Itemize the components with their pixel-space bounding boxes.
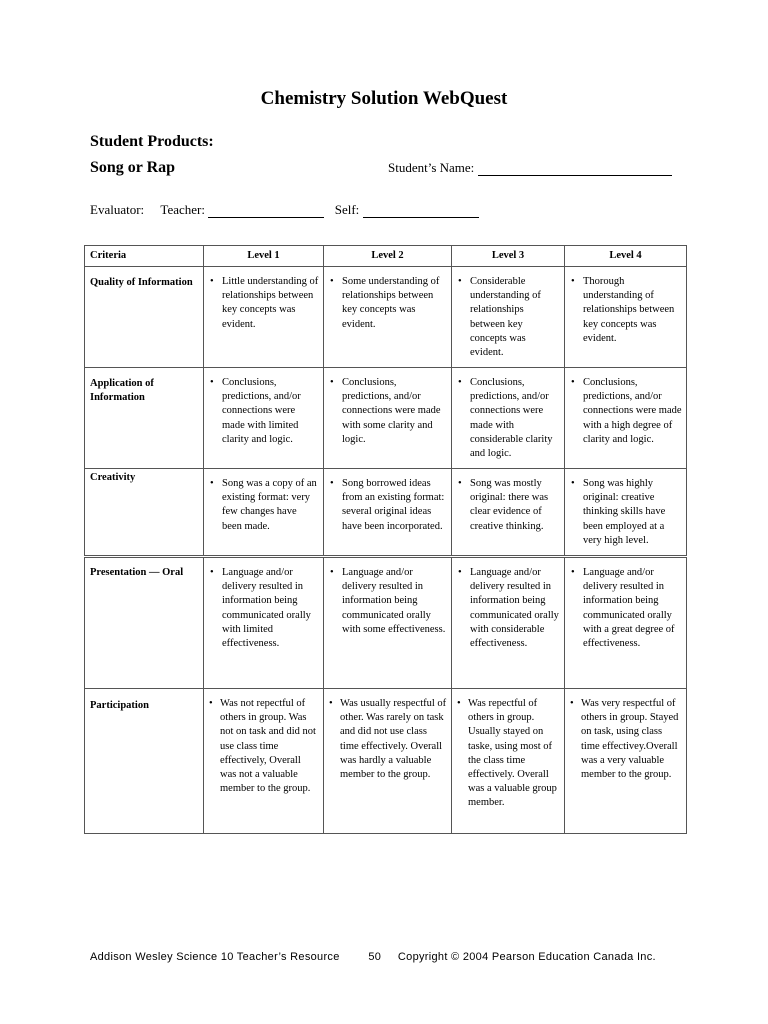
level-cell — [324, 267, 452, 368]
level-text: • Conclusions, predictions, and/or connections were made with a high degree of clarity and logic. — [569, 376, 682, 447]
level-cell — [565, 267, 687, 368]
level-cell — [452, 469, 565, 557]
student-name-field — [388, 160, 672, 176]
level-cell — [452, 557, 565, 689]
level-cell — [324, 368, 452, 469]
page-title: Chemistry Solution WebQuest — [260, 88, 508, 109]
level-text: • Some understanding of relationships between key concepts was evident. — [328, 275, 447, 332]
level-cell — [452, 689, 565, 834]
level-text: • Song was a copy of an existing format: very few changes have been made. — [208, 477, 319, 534]
level-text: • Was very respectful of others in group. Stayed on task, using class time effectivey.Overall was a very valuable member to the group. — [569, 697, 682, 782]
header-criteria: Criteria — [85, 246, 204, 267]
table-row — [85, 267, 687, 368]
level-text: • Language and/or delivery resulted in information being communicated orally with some effectiveness. — [328, 566, 447, 637]
self-blank[interactable] — [363, 205, 479, 218]
student-products-label: Student Products: — [90, 133, 214, 150]
level-cell — [204, 267, 324, 368]
criterion-cell: Application of Information — [85, 368, 204, 469]
table-row — [85, 469, 687, 557]
level-cell — [452, 267, 565, 368]
level-cell — [204, 557, 324, 689]
level-text: • Language and/or delivery resulted in information being communicated orally with considerable effectiveness. — [456, 566, 560, 651]
level-text: • Song was highly original: creative thinking skills have been employed at a very high level. — [569, 477, 682, 548]
teacher-label: Teacher: — [160, 202, 205, 217]
product-name: Song or Rap — [90, 159, 176, 176]
level-text: • Considerable understanding of relationships between key concepts was evident. — [456, 275, 560, 360]
level-cell — [324, 469, 452, 557]
level-cell — [324, 557, 452, 689]
level-cell — [565, 469, 687, 557]
level-cell — [452, 368, 565, 469]
header-level-2: Level 2 — [324, 246, 452, 267]
level-cell — [565, 689, 687, 834]
level-text: • Language and/or delivery resulted in information being communicated orally with limited effectiveness. — [208, 566, 319, 651]
table-header-row — [85, 246, 687, 267]
student-name-blank[interactable] — [478, 163, 672, 176]
criterion-cell: Participation — [85, 689, 204, 834]
level-text: • Conclusions, predictions, and/or connections were made with limited clarity and logic. — [208, 376, 319, 447]
level-text: • Little understanding of relationships between key concepts was evident. — [208, 275, 319, 332]
criterion-cell: Quality of Information — [85, 267, 204, 368]
footer-source: Addison Wesley Science 10 Teacher’s Resource — [90, 951, 340, 963]
evaluator-row — [90, 202, 479, 218]
footer-page-number: 50 — [368, 951, 382, 963]
header-level-4: Level 4 — [565, 246, 687, 267]
level-text: • Language and/or delivery resulted in information being communicated orally with a great degree of effectiveness. — [569, 566, 682, 651]
student-name-label: Student’s Name: — [388, 160, 475, 175]
level-text: • Conclusions, predictions, and/or connections were made with considerable clarity and logic. — [456, 376, 560, 461]
criterion-cell: Presentation — Oral — [85, 557, 204, 689]
level-text: • Thorough understanding of relationships between key concepts was evident. — [569, 275, 682, 346]
level-text: • Was usually respectful of other. Was rarely on task and did not use class time effectively. Overall was hardly a valuable member to the group. — [328, 697, 447, 782]
level-cell — [324, 689, 452, 834]
rubric-table — [84, 245, 687, 834]
table-row — [85, 557, 687, 689]
evaluator-label: Evaluator: — [90, 202, 145, 217]
level-text: • Song was mostly original: there was clear evidence of creative thinking. — [456, 477, 560, 534]
table-row — [85, 368, 687, 469]
level-cell — [565, 557, 687, 689]
header-level-3: Level 3 — [452, 246, 565, 267]
level-text: • Conclusions, predictions, and/or connections were made with some clarity and logic. — [328, 376, 447, 447]
level-text: • Was repectful of others in group. Usually stayed on taske, using most of the class time effectively. Overall was a valuable group member. — [456, 697, 560, 811]
level-cell — [204, 368, 324, 469]
table-row — [85, 689, 687, 834]
level-cell — [565, 368, 687, 469]
level-cell — [204, 689, 324, 834]
page-footer — [90, 950, 690, 964]
level-cell — [204, 469, 324, 557]
criterion-cell: Creativity — [85, 469, 204, 557]
self-label: Self: — [334, 202, 360, 217]
header-level-1: Level 1 — [204, 246, 324, 267]
teacher-blank[interactable] — [208, 205, 324, 218]
level-text: • Was not repectful of others in group. Was not on task and did not use class time effectively, Overall was not a valuable member to the group. — [208, 697, 319, 796]
footer-copyright: Copyright © 2004 Pearson Education Canada Inc. — [397, 951, 656, 963]
level-text: • Song borrowed ideas from an existing format: several original ideas have been incorporated. — [328, 477, 447, 534]
